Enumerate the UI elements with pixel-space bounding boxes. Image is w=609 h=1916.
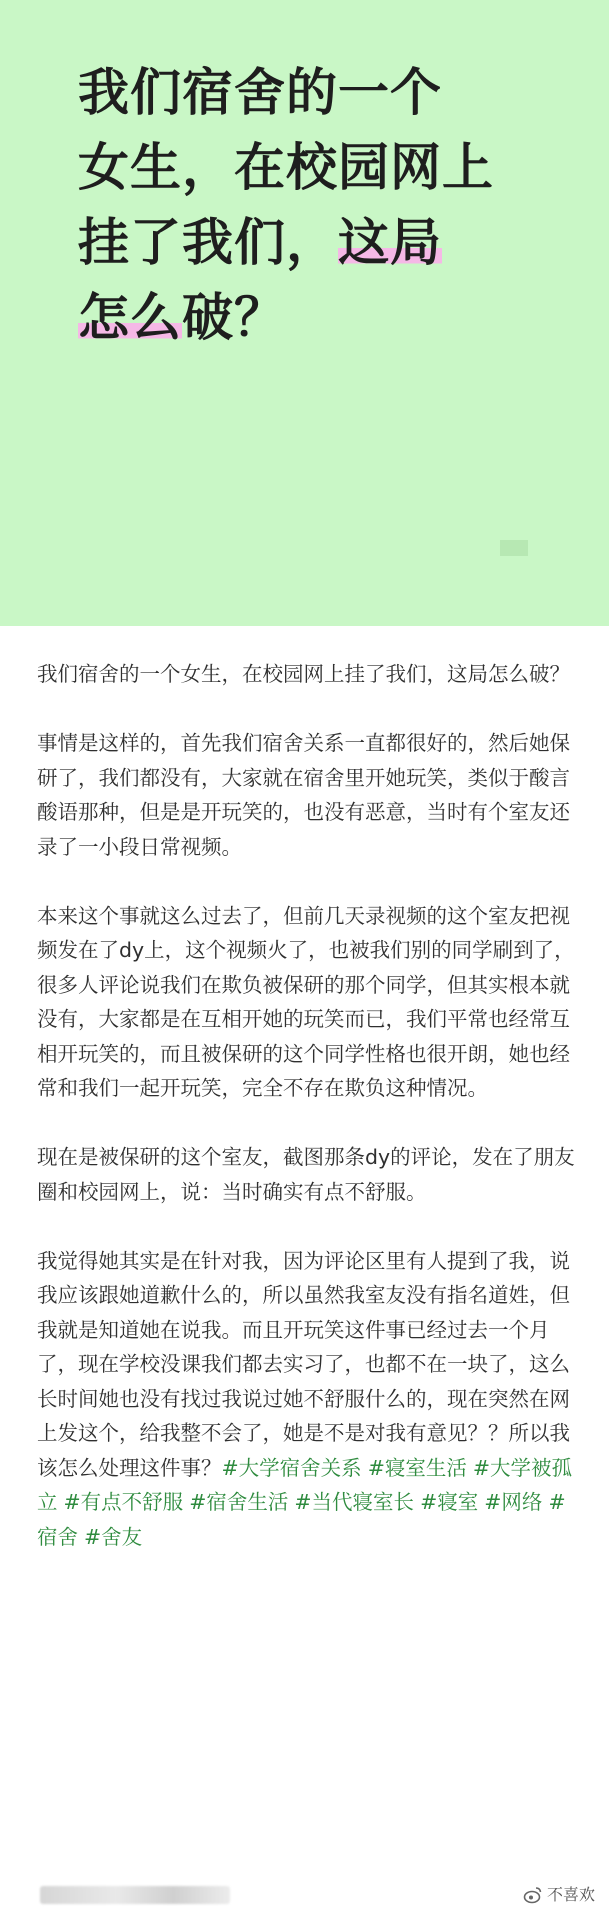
blurred-username xyxy=(40,1886,230,1904)
post-body xyxy=(37,657,577,1589)
cover-title-line-3-text: 挂了我们， xyxy=(78,214,339,273)
cover-title-line-2: 女生，在校园网上 xyxy=(78,139,495,198)
hashtag[interactable]: #寝室 xyxy=(420,1490,479,1514)
hashtag[interactable]: #大学被孤立 xyxy=(37,1455,573,1514)
hashtag[interactable]: #舍友 xyxy=(84,1524,143,1549)
cover-title-line-4 xyxy=(78,281,548,356)
hashtag[interactable]: #当代寝室长 xyxy=(294,1490,415,1514)
post-paragraph-3: 本来这个事就这么过去了，但前几天录视频的这个室友把视频发在了dy上，这个视频火了，也被我们别的同学刷到了，很多人评论说我们在欺负被保研的那个同学，但其实根本就没有，大家都是在互相开她的玩笑而已，我们平常也经常互相开玩笑的，而且被保研的这个同学性格也很开朗，她也经常和我们一起开玩笑，完全不存在欺负这种情况。 xyxy=(37,903,575,1100)
cover-title-line-4-text: 破？ xyxy=(182,289,287,348)
footer xyxy=(0,1878,609,1916)
hashtag[interactable]: #大学宿舍关系 xyxy=(221,1455,362,1480)
hashtag[interactable]: #网络 xyxy=(484,1490,543,1514)
hashtag[interactable]: #宿舍生活 xyxy=(189,1490,289,1514)
cover-card xyxy=(0,0,609,626)
cover-title-highlight-2: 怎么 xyxy=(78,289,183,348)
watermark-text: 不喜欢 xyxy=(546,1885,595,1904)
post-paragraph-5 xyxy=(37,1244,577,1555)
post-paragraph-1: 我们宿舍的一个女生，在校园网上挂了我们，这局怎么破？ xyxy=(37,662,570,686)
hashtag[interactable]: #宿舍 xyxy=(37,1490,566,1549)
post-paragraph-4: 现在是被保研的这个室友，截图那条dy的评论，发在了朋友圈和校园网上，说：当时确实有点不舒服。 xyxy=(37,1145,575,1204)
cover-title-highlight-1: 这局 xyxy=(338,214,443,273)
weibo-icon xyxy=(523,1885,543,1905)
cover-title-line-1: 我们宿舍的一个 xyxy=(78,64,443,123)
post-paragraph-5-text: 我觉得她其实是在针对我，因为评论区里有人提到了我，说我应该跟她道歉什么的，所以虽然我室友没有指名道姓，但我就是知道她在说我。而且开玩笑这件事已经过去一个月了，现在学校没课我们都去实习了，也都不在一块了，这么长时间她也没有找过我说过她不舒服什么的，现在突然在网上发这个，给我整不会了，她是不是对我有意见？？所以我该怎么处理这件事？ xyxy=(37,1248,570,1480)
cover-title xyxy=(78,56,548,356)
cover-title-line-3 xyxy=(78,206,548,281)
cover-decoration xyxy=(500,540,528,556)
watermark xyxy=(523,1882,595,1908)
post-paragraph-2: 事情是这样的，首先我们宿舍关系一直都很好的，然后她保研了，我们都没有，大家就在宿舍里开她玩笑，类似于酸言酸语那种，但是是开玩笑的，也没有恶意，当时有个室友还录了一小段日常视频。 xyxy=(37,731,570,859)
hashtag[interactable]: #寝室生活 xyxy=(367,1455,467,1480)
hashtag[interactable]: #有点不舒服 xyxy=(63,1490,184,1514)
